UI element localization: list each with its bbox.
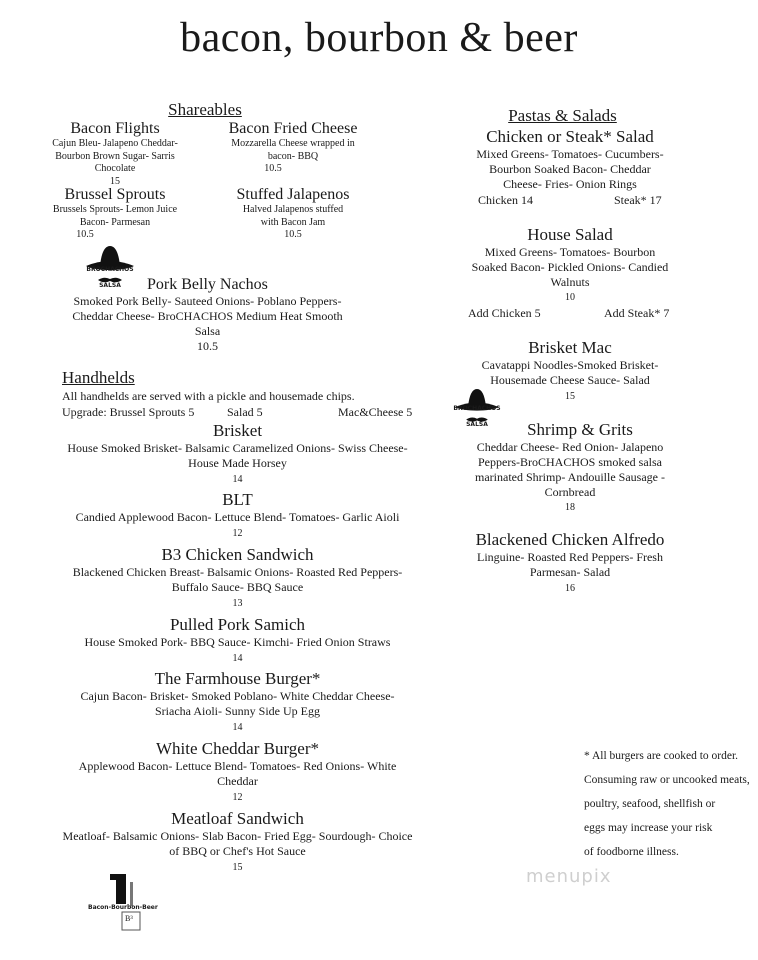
upgrade-brussel: Upgrade: Brussel Sprouts 5: [62, 405, 195, 419]
menu-item-pork-belly-nachos: Smoked Pork Belly- Sauteed Onions- Poblano Peppers- Cheddar Cheese- BroCHACHOS Medium Heat Smooth Salsa 10.5: [30, 294, 385, 354]
menu-item-bacon-fried-cheese: [218, 120, 368, 174]
item-price: 10.5: [76, 229, 94, 240]
handhelds-note: All handhelds are served with a pickle and housemade chips.: [62, 389, 355, 403]
add-chicken: Add Chicken 5: [468, 306, 541, 320]
brochachos-logo: BROCHACHOS SALSA: [450, 383, 504, 431]
handhelds-heading: Handhelds: [62, 368, 135, 387]
menu-item-b3-chicken-sandwich: B3 Chicken Sandwich Blackened Chicken Breast- Balsamic Onions- Roasted Red Peppers- Buffalo Sauce- BBQ Sauce 13: [72, 545, 403, 609]
pastas-heading: Pastas & Salads: [508, 106, 617, 125]
menu-item-pulled-pork-samich: Pulled Pork Samich House Smoked Pork- BBQ Sauce- Kimchi- Fried Onion Straws 14: [84, 615, 391, 664]
item-desc: Mozzarella Cheese wrapped in bacon- BBQ: [231, 138, 355, 162]
item-desc: Halved Jalapenos stuffed with Bacon Jam: [242, 204, 344, 228]
menu-item-chicken-steak-salad: Chicken or Steak* Salad Mixed Greens- Tomatoes- Cucumbers- Bourbon Soaked Bacon- Cheddar Cheese- Fries- Onion Rings: [476, 127, 664, 191]
menu-title: bacon, bourbon & beer: [180, 15, 578, 61]
item-price: 10.5: [284, 229, 302, 240]
brochachos-logo: BROCHACHOS SALSA: [80, 242, 140, 290]
item-name: Bacon Flights: [70, 120, 160, 137]
menu-item-brussel-sprouts: [40, 186, 190, 240]
upgrade-mac: Mac&Cheese 5: [338, 405, 413, 419]
item-desc: Brussels Sprouts- Lemon Juice Bacon- Parmesan: [52, 204, 178, 228]
menu-item-shrimp-grits: Shrimp & Grits Cheddar Cheese- Red Onion- Jalapeno Peppers-BroCHACHOS smoked salsa marinated Shrimp- Andouille Sausage - Cornbread 18: [475, 420, 665, 513]
menu-item-meatloaf-sandwich: Meatloaf Sandwich Meatloaf- Balsamic Onions- Slab Bacon- Fried Egg- Sourdough- Choice of BBQ or Chef's Hot Sauce 15: [62, 809, 413, 873]
price-chicken: Chicken 14: [478, 193, 533, 207]
item-name: Stuffed Jalapenos: [236, 186, 350, 203]
menu-item-blackened-chicken-alfredo: Blackened Chicken Alfredo Linguine- Roasted Red Peppers- Fresh Parmesan- Salad 16: [475, 530, 665, 594]
menu-item-brisket: Brisket House Smoked Brisket- Balsamic Caramelized Onions- Swiss Cheese- House Made Horsey 14: [67, 421, 408, 485]
price-steak: Steak* 17: [614, 193, 662, 207]
footer-logo: Bacon-Bourbon-Beer B³: [88, 872, 168, 932]
food-safety-disclaimer: * All burgers are cooked to order. Consuming raw or uncooked meats, poultry, seafood, shellfish or eggs may increase your risk of foodborne illness.: [584, 750, 750, 858]
menu-item-bacon-flights: [40, 120, 190, 187]
menu-item-white-cheddar-burger: White Cheddar Burger* Applewood Bacon- Lettuce Blend- Tomatoes- Red Onions- White Cheddar 12: [78, 739, 397, 803]
menu-item-blt: BLT Candied Applewood Bacon- Lettuce Blend- Tomatoes- Garlic Aioli 12: [75, 490, 400, 539]
item-price: 15: [110, 175, 120, 187]
item-name: Bacon Fried Cheese: [228, 120, 358, 137]
menupix-watermark: menupix: [526, 866, 612, 887]
menu-item-brisket-mac: Brisket Mac Cavatappi Noodles-Smoked Brisket- Housemade Cheese Sauce- Salad 15: [481, 338, 659, 402]
menu-item-stuffed-jalapenos: [218, 186, 368, 240]
item-price: 10.5: [264, 163, 282, 174]
menu-item-house-salad: House Salad Mixed Greens- Tomatoes- Bourbon Soaked Bacon- Pickled Onions- Candied Walnuts 10: [471, 225, 669, 303]
item-name-pork-belly-nachos: Pork Belly Nachos: [147, 276, 268, 293]
upgrade-salad: Salad 5: [227, 405, 263, 419]
item-price: 10.5: [197, 339, 218, 353]
add-steak: Add Steak* 7: [604, 306, 670, 320]
shareables-heading: Shareables: [168, 100, 242, 119]
menu-item-farmhouse-burger: The Farmhouse Burger* Cajun Bacon- Brisket- Smoked Poblano- White Cheddar Cheese- Sriacha Aioli- Sunny Side Up Egg 14: [80, 669, 395, 733]
item-desc: Cajun Bleu- Jalapeno Cheddar- Bourbon Brown Sugar- Sarris Chocolate: [52, 138, 178, 174]
item-name: Brussel Sprouts: [64, 186, 166, 203]
